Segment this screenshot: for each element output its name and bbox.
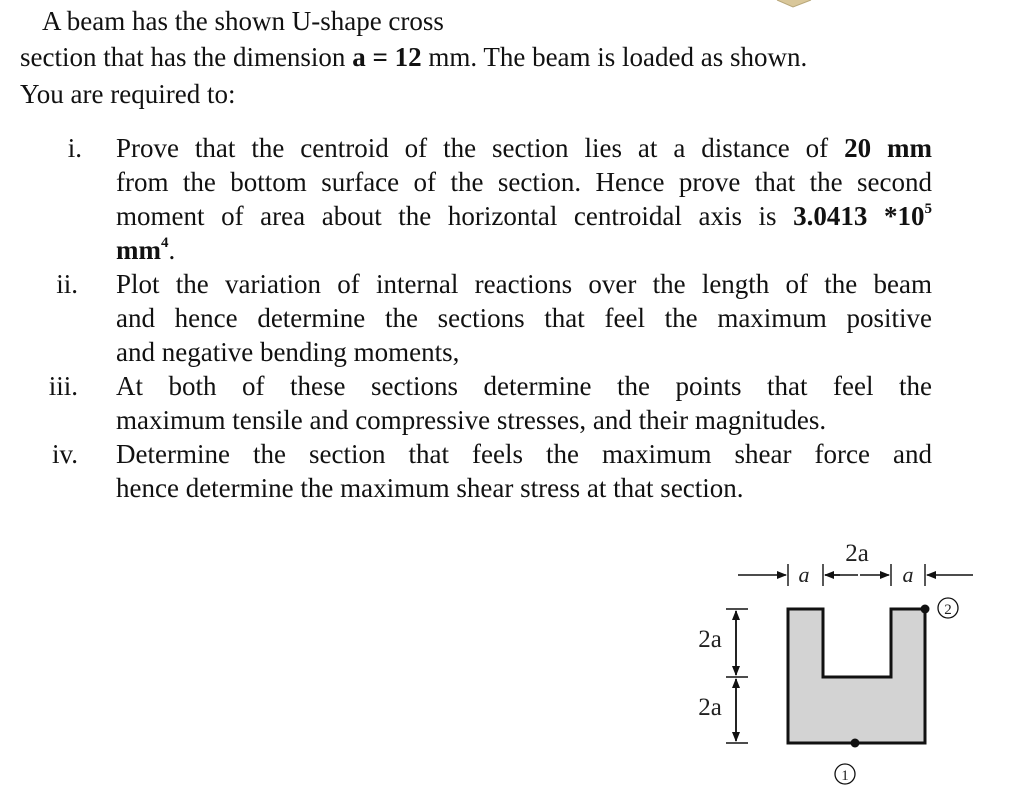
- dim-label-upper-2a: 2a: [698, 626, 722, 653]
- item-iv-line-1: Determine the section that feels the maximum shear force and: [116, 439, 932, 469]
- item-iii-line-1: At both of these sections determine the points that feel the: [116, 371, 932, 401]
- dim-label-left-a: a: [798, 562, 810, 587]
- dim-label-right-a: a: [902, 562, 914, 587]
- item-number-i: i.: [67, 133, 82, 163]
- point-1-marker: [851, 739, 860, 748]
- item-i-line-1: Prove that the centroid of the section lies at a distance of 20 mm: [116, 133, 933, 163]
- item-ii-line-2: and hence determine the sections that feel the maximum positive: [116, 303, 932, 333]
- item-iii-text: [116, 369, 932, 437]
- problem-line-2: section that has the dimension a = 12 mm. The beam is loaded as shown.: [20, 42, 808, 72]
- item-number-iii: iii.: [48, 371, 78, 401]
- item-number-iv: iv.: [52, 439, 78, 469]
- point-2-marker: [921, 605, 930, 614]
- item-iv-text: [116, 437, 932, 505]
- item-iii-line-2: maximum tensile and compressive stresses, and their magnitudes.: [116, 405, 827, 435]
- vertical-dimension-lines: [726, 609, 748, 743]
- dimension-a-value: a = 12: [352, 42, 422, 72]
- item-number-ii: ii.: [56, 269, 78, 299]
- clipped-shape-fragment: [775, 0, 815, 8]
- point-1-label: 1: [841, 768, 849, 784]
- item-i-line-3: moment of area about the horizontal centroidal axis is 3.0413 $*10^5$: [116, 201, 932, 231]
- u-section-diagram: [680, 530, 1000, 800]
- u-section-shape: [788, 609, 925, 743]
- item-i-text: [116, 131, 932, 267]
- item-i-line-2: from the bottom surface of the section. Hence prove that the second: [116, 167, 932, 197]
- item-ii-line-3: and negative bending moments,: [116, 337, 460, 367]
- top-dimension-line: [738, 564, 973, 586]
- item-ii-text: [116, 267, 932, 369]
- item-i-line-4: $mm^4$.: [116, 235, 176, 265]
- dim-label-top-2a: 2a: [845, 540, 869, 567]
- dim-label-lower-2a: 2a: [698, 694, 722, 721]
- problem-line-3: You are required to:: [20, 79, 236, 109]
- item-ii-line-1: Plot the variation of internal reactions over the length of the beam: [116, 269, 932, 299]
- problem-line-1: A beam has the shown U-shape cross: [42, 6, 444, 36]
- item-iv-line-2: hence determine the maximum shear stress at that section.: [116, 473, 744, 503]
- point-2-label: 2: [944, 602, 952, 618]
